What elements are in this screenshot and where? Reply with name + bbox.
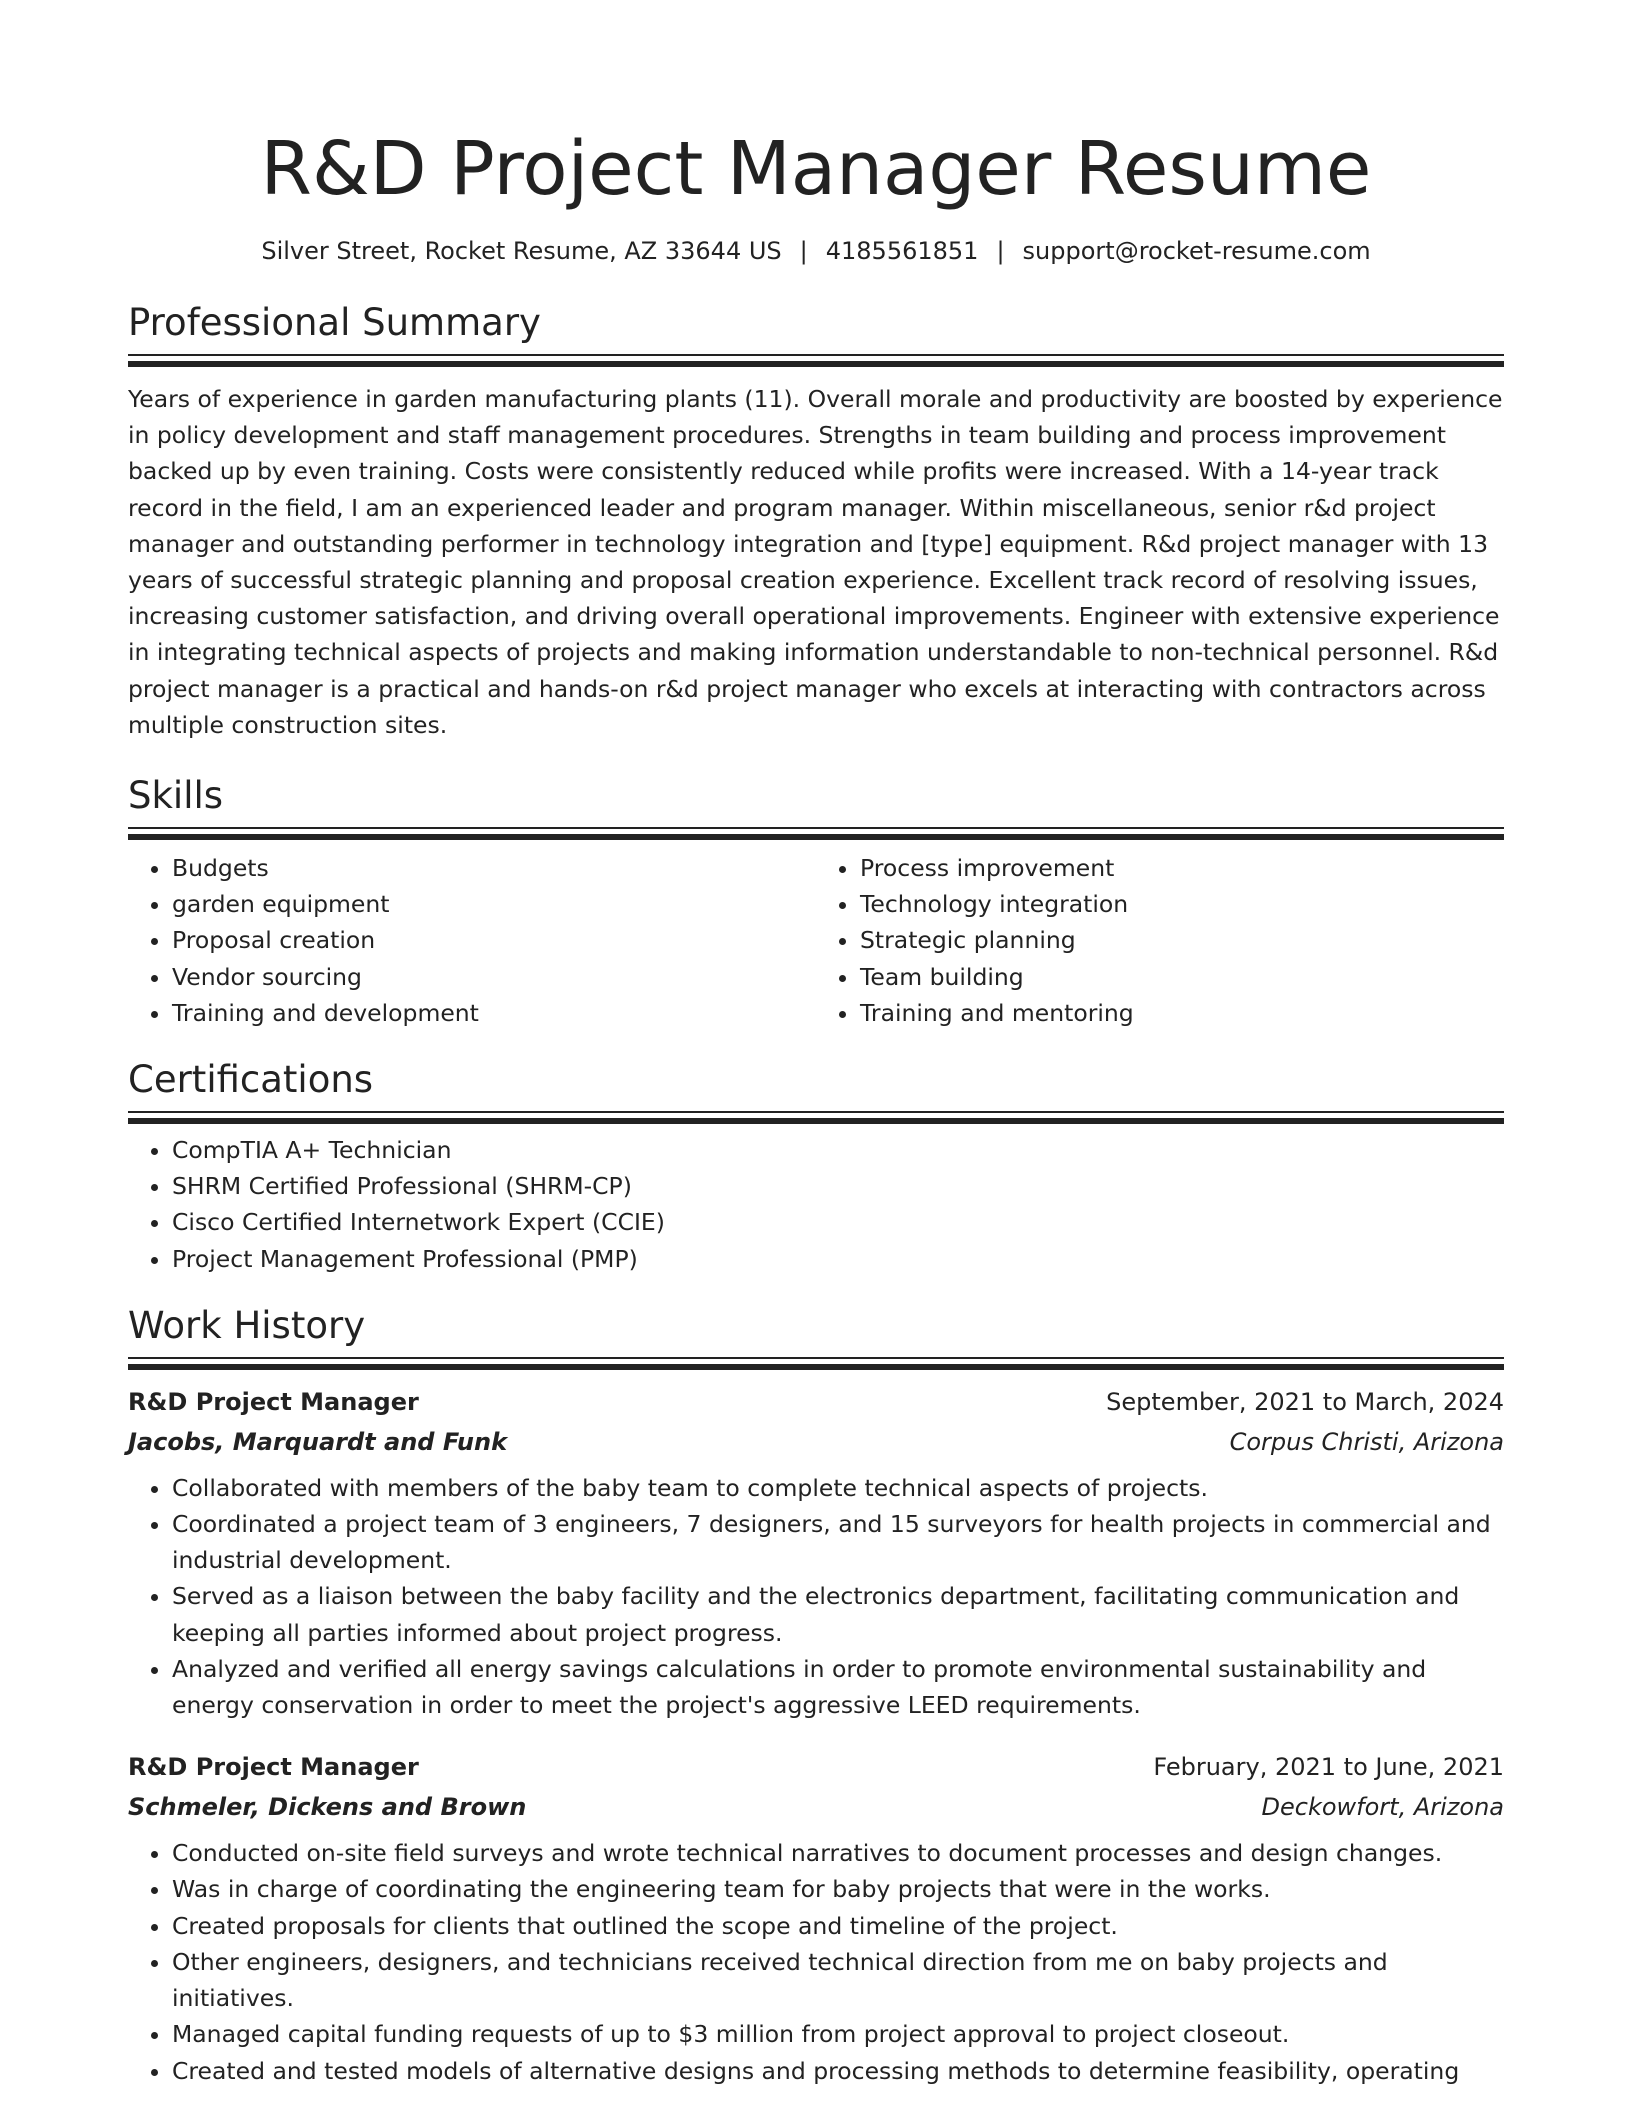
job-entry bbox=[128, 1747, 1504, 2088]
job-location: Corpus Christi, Arizona bbox=[1229, 1427, 1504, 1456]
section-heading-certifications: Certifications bbox=[128, 1058, 374, 1102]
certification-item: • Cisco Certified Internetwork Expert (CCIE) bbox=[172, 1204, 1504, 1240]
skill-item: • Proposal creation bbox=[172, 922, 816, 958]
job-dates: February, 2021 to June, 2021 bbox=[1153, 1753, 1504, 1782]
certifications-list bbox=[128, 1132, 1504, 1277]
skill-item: • Process improvement bbox=[860, 850, 1504, 886]
work-history-section bbox=[128, 1303, 1504, 2089]
section-heading-work-history: Work History bbox=[128, 1303, 366, 1347]
job-subheader-row bbox=[128, 1787, 1504, 1827]
job-company: Schmeler, Dickens and Brown bbox=[128, 1793, 527, 1822]
job-bullet: • Coordinated a project team of 3 engineers, 7 designers, and 15 surveyors for health projects in commercial and industrial development. bbox=[172, 1506, 1504, 1578]
skill-item: • Technology integration bbox=[860, 886, 1504, 922]
job-title: R&D Project Manager bbox=[128, 1753, 419, 1782]
job-bullet: • Managed capital funding requests of up to $3 million from project approval to project closeout. bbox=[172, 2016, 1504, 2052]
job-bullet: • Other engineers, designers, and technicians received technical direction from me on baby projects and initiatives. bbox=[172, 1944, 1504, 2016]
section-heading-skills: Skills bbox=[128, 774, 224, 818]
skill-item: • Budgets bbox=[172, 850, 816, 886]
skill-item: • Team building bbox=[860, 959, 1504, 995]
skill-item: • Strategic planning bbox=[860, 922, 1504, 958]
skills-section bbox=[128, 773, 1504, 1031]
skills-grid bbox=[128, 840, 1504, 1031]
job-dates: September, 2021 to March, 2024 bbox=[1106, 1387, 1504, 1416]
skill-item: • Vendor sourcing bbox=[172, 959, 816, 995]
skills-list-left bbox=[128, 850, 816, 1031]
job-bullet: • Served as a liaison between the baby facility and the electronics department, facilitating communication and keeping all parties informed about project progress. bbox=[172, 1578, 1504, 1650]
certification-item: • CompTIA A+ Technician bbox=[172, 1132, 1504, 1168]
page-title: R&D Project Manager Resume bbox=[260, 126, 1372, 212]
contact-line bbox=[128, 236, 1504, 266]
section-heading-summary: Professional Summary bbox=[128, 301, 541, 344]
job-bullet: • Analyzed and verified all energy savings calculations in order to promote environmental sustainability and energy conservation in order to meet the project's aggressive LEED requirements. bbox=[172, 1651, 1504, 1723]
job-bullets bbox=[128, 1470, 1504, 1723]
certifications-section bbox=[128, 1057, 1504, 1277]
certification-item: • Project Management Professional (PMP) bbox=[172, 1241, 1504, 1277]
skill-item: • garden equipment bbox=[172, 886, 816, 922]
job-company: Jacobs, Marquardt and Funk bbox=[128, 1427, 508, 1456]
skill-item: • Training and development bbox=[172, 995, 816, 1031]
job-bullet: • Was in charge of coordinating the engineering team for baby projects that were in the works. bbox=[172, 1871, 1504, 1907]
summary-section bbox=[128, 300, 1504, 743]
contact-separator: | bbox=[799, 237, 808, 265]
job-header-row bbox=[128, 1747, 1504, 1787]
job-bullets bbox=[128, 1835, 1504, 2088]
section-divider bbox=[128, 354, 1504, 367]
contact-email: support@rocket-resume.com bbox=[1022, 237, 1371, 265]
section-divider bbox=[128, 1111, 1504, 1124]
job-subheader-row bbox=[128, 1422, 1504, 1462]
job-title: R&D Project Manager bbox=[128, 1387, 419, 1416]
section-divider bbox=[128, 1357, 1504, 1370]
job-header-row bbox=[128, 1382, 1504, 1422]
contact-address: Silver Street, Rocket Resume, AZ 33644 US bbox=[261, 237, 782, 265]
certification-item: • SHRM Certified Professional (SHRM-CP) bbox=[172, 1168, 1504, 1204]
contact-separator: | bbox=[996, 237, 1005, 265]
skill-item: • Training and mentoring bbox=[860, 995, 1504, 1031]
skills-list-right bbox=[816, 850, 1504, 1031]
job-location: Deckowfort, Arizona bbox=[1261, 1793, 1504, 1822]
job-bullet: • Created proposals for clients that outlined the scope and timeline of the project. bbox=[172, 1908, 1504, 1944]
contact-phone: 4185561851 bbox=[825, 237, 979, 265]
job-entry bbox=[128, 1382, 1504, 1723]
job-bullet: • Collaborated with members of the baby team to complete technical aspects of projects. bbox=[172, 1470, 1504, 1506]
job-bullet: • Conducted on-site field surveys and wrote technical narratives to document processes and design changes. bbox=[172, 1835, 1504, 1871]
summary-paragraph: Years of experience in garden manufacturing plants (11). Overall morale and productivity are boosted by experience in policy development and staff management procedures. Strengths in team building and process improvement backed up by even training. Costs were consistently reduced while profits were increased. With a 14-year track record in the field, I am an experienced leader and program manager. Within miscellaneous, senior r&d project manager and outstanding performer in technology integration and [type] equipment. R&d project manager with 13 years of successful strategic planning and proposal creation experience. Excellent track record of resolving issues, increasing customer satisfaction, and driving overall operational improvements. Engineer with extensive experience in integrating technical aspects of projects and making information understandable to non-technical personnel. R&d project manager is a practical and hands-on r&d project manager who excels at interacting with contractors across multiple construction sites. bbox=[128, 385, 1503, 739]
section-divider bbox=[128, 827, 1504, 840]
resume-page bbox=[128, 0, 1504, 2089]
job-bullet: • Created and tested models of alternative designs and processing methods to determine feasibility, operating bbox=[172, 2053, 1504, 2089]
